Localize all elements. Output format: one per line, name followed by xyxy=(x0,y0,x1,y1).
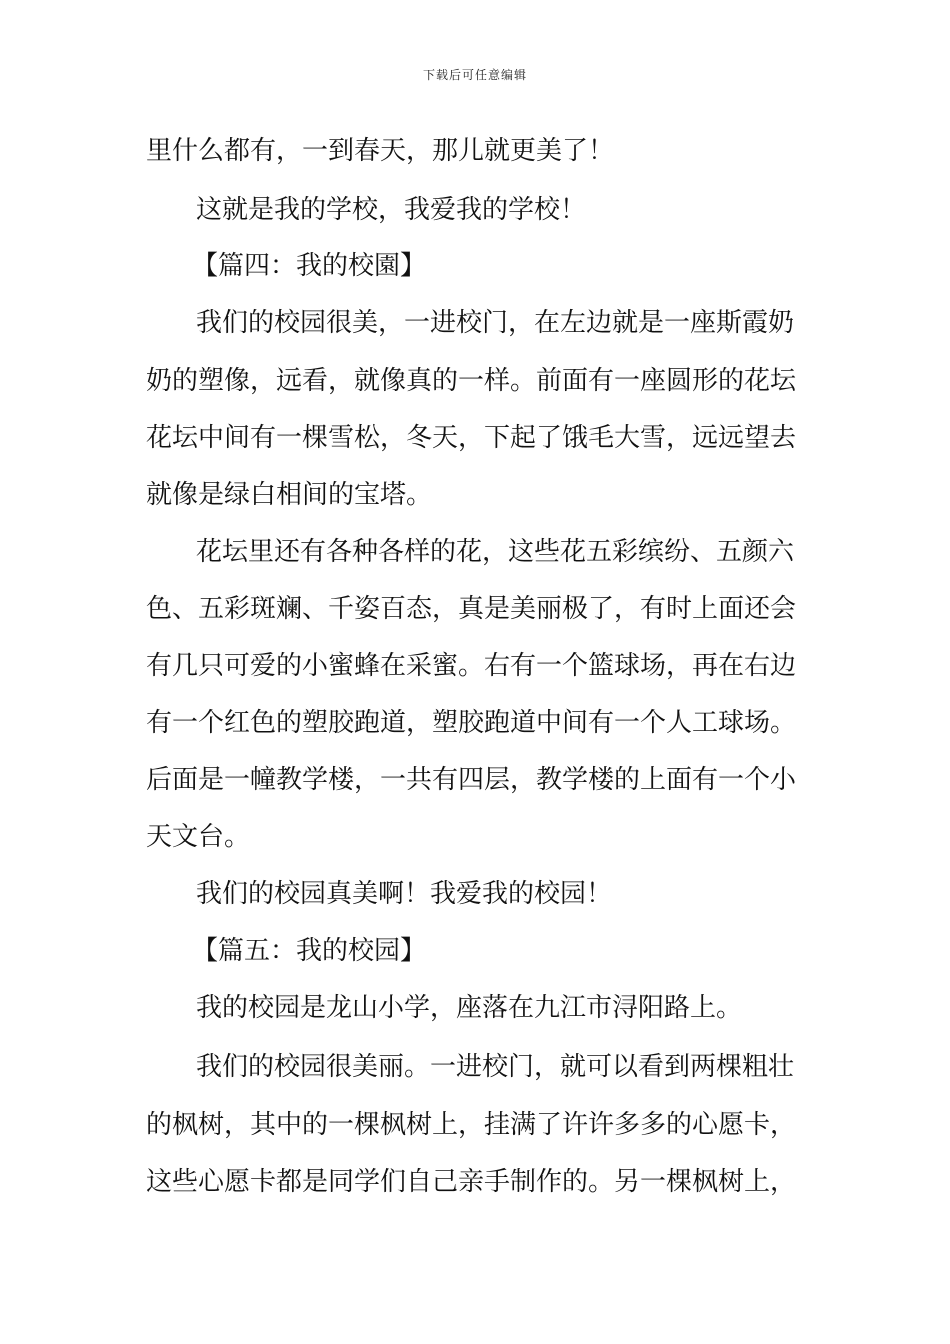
text-line: 这就是我的学校，我爱我的学校！ xyxy=(196,195,587,225)
text-line: 后面是一幢教学楼，一共有四层，教学楼的上面有一个小 xyxy=(146,765,797,795)
text-line: 的枫树，其中的一棵枫树上，挂满了许许多多的心愿卡， xyxy=(146,1110,797,1140)
section-heading: 【篇四：我的校園】 xyxy=(192,251,427,281)
text-line: 就像是绿白相间的宝塔。 xyxy=(146,480,433,510)
text-line: 有几只可爱的小蜜蜂在采蜜。右有一个篮球场，再在右边 xyxy=(146,651,797,681)
text-line: 我们的校园真美啊！我爱我的校园！ xyxy=(196,879,613,909)
text-line: 花坛中间有一棵雪松，冬天，下起了饿毛大雪，远远望去 xyxy=(146,423,797,453)
page-header: 下载后可任意编辑 xyxy=(422,68,527,82)
text-line: 有一个红色的塑胶跑道，塑胶跑道中间有一个人工球场。 xyxy=(146,708,797,738)
text-line: 色、五彩斑斓、千姿百态，真是美丽极了，有时上面还会 xyxy=(146,594,797,624)
text-line: 我们的校园很美丽。一进校门，就可以看到两棵粗壮 xyxy=(196,1052,795,1082)
text-line: 天文台。 xyxy=(146,822,251,852)
text-line: 我的校园是龙山小学，座落在九江市浔阳路上。 xyxy=(196,993,743,1023)
text-line: 花坛里还有各种各样的花，这些花五彩缤纷、五颜六 xyxy=(196,537,795,567)
section-heading: 【篇五：我的校园】 xyxy=(192,936,427,966)
text-line: 这些心愿卡都是同学们自己亲手制作的。另一棵枫树上， xyxy=(146,1167,797,1197)
text-line: 里什么都有，一到春天，那儿就更美了！ xyxy=(146,136,615,166)
text-line: 奶的塑像，远看，就像真的一样。前面有一座圆形的花坛 xyxy=(146,366,797,396)
text-line: 我们的校园很美，一进校门，在左边就是一座斯霞奶 xyxy=(196,308,795,338)
